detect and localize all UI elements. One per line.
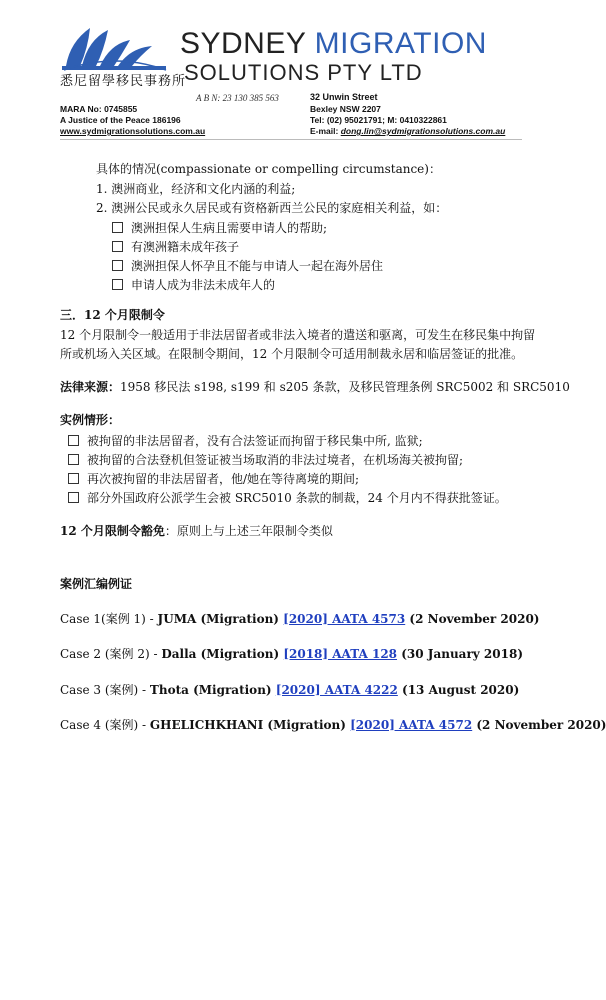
circumstance-subitem: [112, 276, 275, 293]
case-situation-text: 部分外国政府公派学生会被 SRC5010 条款的制裁，24 个月内不得获批签证。: [87, 491, 507, 505]
subitem-text: 澳洲担保人怀孕且不能与申请人一起在海外居住: [131, 259, 384, 273]
email-label: E-mail:: [310, 126, 339, 136]
case-situation: [68, 489, 507, 506]
case-name: Dalla (Migration): [161, 647, 284, 661]
mara-number: MARA No: 0745855: [60, 104, 138, 114]
waiver-line: [60, 522, 333, 539]
checkbox-icon: [68, 492, 79, 503]
circumstance-subitem: [112, 238, 239, 255]
website-link[interactable]: www.sydmigrationsolutions.com.au: [60, 126, 206, 136]
case-citation-link[interactable]: [2018] AATA 128: [283, 647, 398, 661]
law-source: [60, 378, 570, 395]
case-citation-link[interactable]: [2020] AATA 4573: [283, 612, 406, 626]
header-divider: [60, 139, 522, 140]
case-law-entry: [60, 645, 523, 662]
checkbox-icon: [112, 260, 123, 271]
circumstance-subitem: [112, 257, 383, 274]
circumstance-subitem: [112, 219, 327, 236]
checkbox-icon: [68, 454, 79, 465]
case-date: (13 August 2020): [397, 683, 520, 697]
case-law-entry: [60, 716, 606, 733]
case-situation: [68, 470, 359, 487]
circumstance-item: 2. 澳洲公民或永久居民或有资格新西兰公民的家庭相关利益，如：: [96, 201, 448, 215]
case-prefix: Case 2 (案例 2) -: [60, 647, 162, 661]
subitem-text: 申请人成为非法未成年人的: [131, 278, 276, 292]
email-link[interactable]: dong.lin@sydmigrationsolutions.com.au: [340, 126, 506, 136]
waiver-label: 12 个月限制令豁免: [60, 524, 165, 538]
case-situation-text: 被拘留的合法登机但签证被当场取消的非法过境者，在机场海关被拘留;: [87, 453, 464, 467]
section-paragraph-line: 所或机场入关区域。在限制令期间，12 个月限制令可适用制裁永居和临居签证的批准。: [60, 347, 524, 361]
checkbox-icon: [112, 222, 123, 233]
law-source-text: 1958 移民法 s198, s199 和 s205 条款，及移民管理条例 SRC5002 和 SRC5010: [120, 380, 570, 394]
case-date: (2 November 2020): [405, 612, 540, 626]
chinese-company-name: 悉尼留學移民事務所: [60, 74, 187, 89]
phone: Tel: (02) 95021791; M: 0410322861: [310, 115, 447, 125]
case-prefix: Case 4 (案例) -: [60, 718, 150, 732]
case-prefix: Case 3 (案例) -: [60, 683, 150, 697]
justice-of-peace: A Justice of the Peace 186196: [60, 115, 181, 125]
case-law-heading: 案例汇编例证: [60, 577, 133, 591]
case-prefix: Case 1(案例 1) -: [60, 612, 158, 626]
case-situation-text: 被拘留的非法居留者，没有合法签证而拘留于移民集中所, 监狱;: [87, 434, 423, 448]
brand-line-2: SOLUTIONS PTY LTD: [184, 60, 423, 85]
cases-heading: 实例情形：: [60, 413, 121, 427]
case-law-entry: [60, 610, 539, 627]
checkbox-icon: [68, 435, 79, 446]
brand-line-1: [180, 28, 487, 60]
circumstance-intro: 具体的情况(compassionate or compelling circumstance)：: [96, 162, 441, 176]
street-address: 32 Unwin Street: [310, 92, 378, 102]
case-name: JUMA (Migration): [157, 612, 284, 626]
case-situation-text: 再次被拘留的非法居留者，他/她在等待离境的期间;: [87, 472, 360, 486]
case-citation-link[interactable]: [2020] AATA 4222: [275, 683, 398, 697]
case-situation: [68, 451, 463, 468]
email-line: [310, 126, 505, 136]
case-situation: [68, 432, 423, 449]
checkbox-icon: [68, 473, 79, 484]
brand-migration: MIGRATION: [314, 27, 487, 60]
law-source-label: 法律来源：: [60, 380, 121, 394]
checkbox-icon: [112, 241, 123, 252]
opera-house-logo-icon: [60, 22, 170, 72]
case-name: Thota (Migration): [149, 683, 276, 697]
abn: A B N: 23 130 385 563: [196, 93, 279, 103]
brand-sydney: SYDNEY: [180, 27, 306, 60]
case-name: GHELICHKHANI (Migration): [149, 718, 351, 732]
checkbox-icon: [112, 279, 123, 290]
subitem-text: 澳洲担保人生病且需要申请人的帮助;: [131, 221, 328, 235]
case-date: (2 November 2020): [472, 718, 606, 732]
waiver-text: ：原则上与上述三年限制令类似: [164, 524, 333, 538]
circumstance-item: 1. 澳洲商业，经济和文化内涵的利益;: [96, 182, 296, 196]
case-citation-link[interactable]: [2020] AATA 4572: [350, 718, 473, 732]
case-law-entry: [60, 681, 519, 698]
suburb: Bexley NSW 2207: [310, 104, 381, 114]
subitem-text: 有澳洲籍未成年孩子: [131, 240, 240, 254]
section-paragraph-line: 12 个月限制令一般适用于非法居留者或非法入境者的遣送和驱离，可发生在移民集中拘留: [60, 328, 536, 342]
section-heading: 三．12 个月限制令: [60, 308, 165, 322]
case-date: (30 January 2018): [397, 647, 523, 661]
letterhead: [0, 0, 580, 150]
